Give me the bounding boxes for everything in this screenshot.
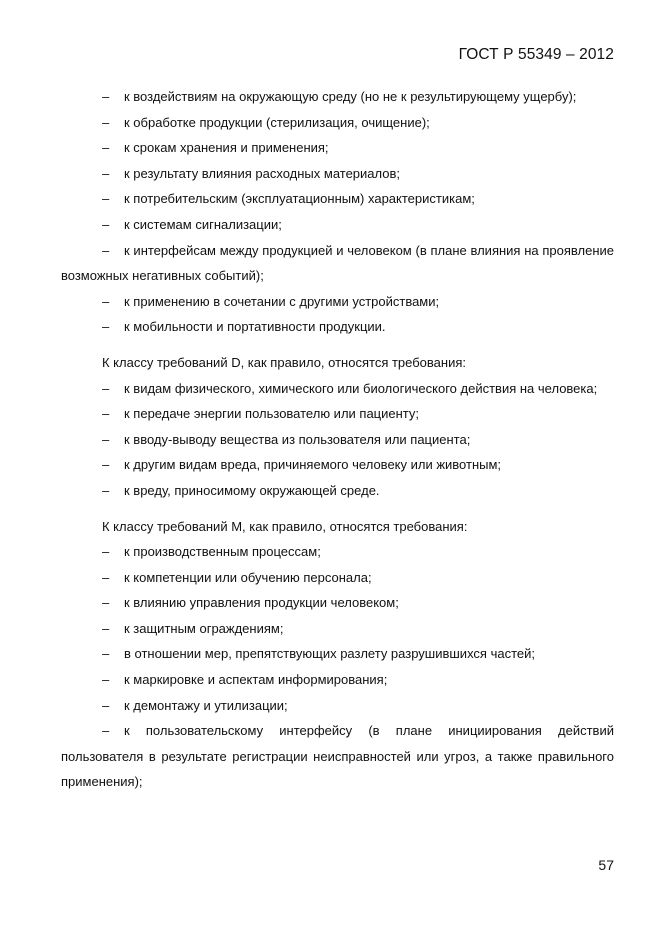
list-item: – к системам сигнализации; — [102, 216, 282, 232]
page-number: 57 — [598, 857, 614, 873]
list-item: – к результату влияния расходных материалов; — [102, 165, 400, 181]
section-m-intro: К классу требований M, как правило, относятся требования: — [102, 518, 468, 534]
list-item: – в отношении мер, препятствующих разлету разрушившихся частей; — [102, 646, 535, 662]
document-body — [61, 84, 614, 795]
list-item: – к пользовательскому интерфейсу (в плане инициирования действий пользователя в результате регистрации неисправностей или угроз, а также правильного применения); — [61, 723, 614, 790]
list-item: – к срокам хранения и применения; — [102, 140, 329, 156]
list-item: – к применению в сочетании с другими устройствами; — [102, 293, 440, 309]
section-m — [61, 514, 614, 796]
list-item: – к маркировке и аспектам информирования; — [102, 672, 388, 688]
list-item: – к другим видам вреда, причиняемого человеку или животным; — [102, 457, 502, 473]
list-item: – к передаче энергии пользователю или пациенту; — [102, 406, 420, 422]
document-header: ГОСТ Р 55349 – 2012 — [458, 46, 614, 63]
list-item: – к видам физического, химического или биологического действия на человека; — [102, 380, 598, 396]
list-item: – к интерфейсам между продукцией и человеком (в плане влияния на проявление возможных негативных событий); — [61, 242, 614, 284]
section-d — [61, 350, 614, 504]
list-item: – к демонтажу и утилизации; — [102, 697, 288, 713]
list-item: – к влиянию управления продукции человеком; — [102, 595, 399, 611]
list-item: – к мобильности и портативности продукции. — [102, 319, 386, 335]
list-item: – к защитным ограждениям; — [102, 620, 284, 636]
list-item: – к компетенции или обучению персонала; — [102, 569, 372, 585]
list-item: – к вводу-выводу вещества из пользователя или пациента; — [102, 431, 471, 447]
list-item: – к обработке продукции (стерилизация, очищение); — [102, 114, 430, 130]
section-d-intro: К классу требований D, как правило, относятся требования: — [102, 354, 466, 370]
list-item: – к производственным процессам; — [102, 544, 321, 560]
list-item: – к воздействиям на окружающую среду (но не к результирующему ущербу); — [102, 89, 577, 104]
list-item: – к потребительским (эксплуатационным) характеристикам; — [102, 191, 475, 207]
list-item: – к вреду, приносимому окружающей среде. — [102, 482, 380, 498]
list-1 — [61, 84, 614, 340]
